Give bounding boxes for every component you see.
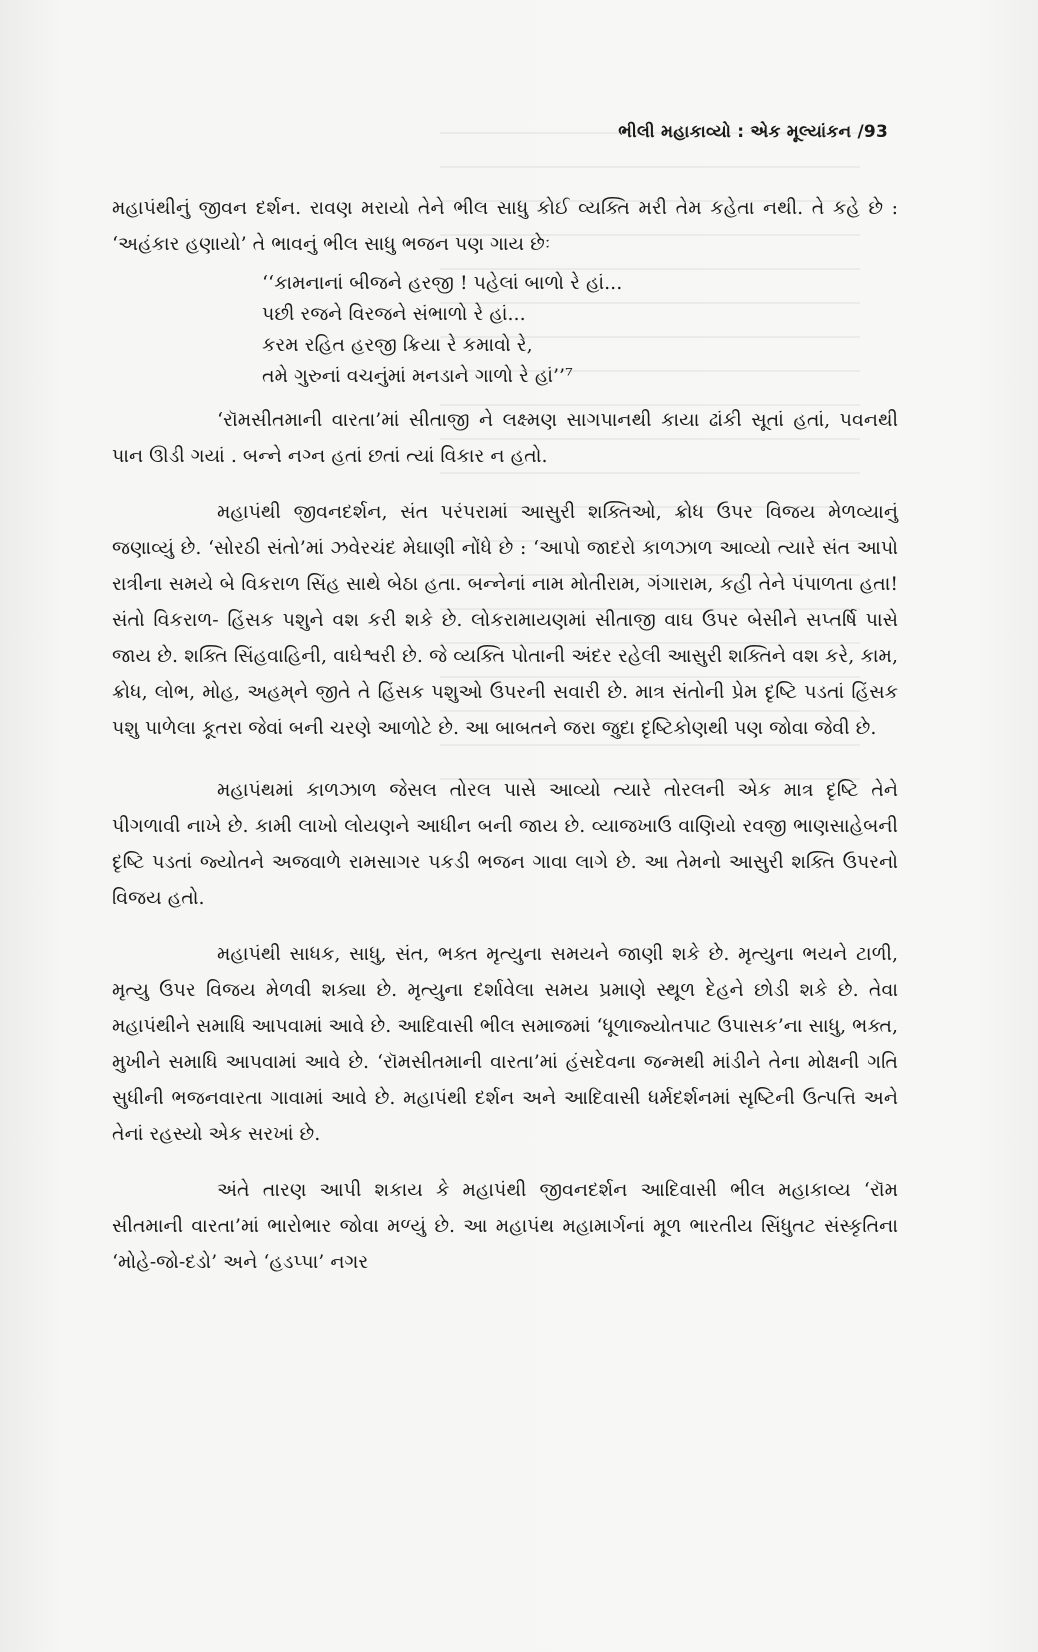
verse-line-4: તમે ગુરુનાં વચનુંમાં મનડાને ગાળો રે હાં’’⁷: [262, 365, 573, 387]
body-text: [112, 190, 898, 1280]
verse-line-3: કરમ રહિત હરજી ક્રિયા રે કમાવો રે,: [262, 334, 533, 356]
verse-line-2: પછી રજને વિરજને સંભાળો રે હાં...: [262, 303, 526, 325]
verse-block: [262, 268, 898, 392]
paragraph-6: અંતે તારણ આપી શકાય કે મહાપંથી જીવનદર્શન આદિવાસી ભીલ મહાકાવ્ય ‘રૉમ સીતમાની વારતા’માં ભારોભાર જોવા મળ્યું છે. આ મહાપંથ મહામાર્ગનાં મૂળ ભારતીય સિંધુતટ સંસ્કૃતિના ‘મોહે-જો-દડો’ અને ‘હડપ્પા’ નગર: [112, 1179, 898, 1273]
running-head: ભીલી મહાકાવ્યો : એક મૂલ્યાંકન /93: [618, 122, 888, 142]
paragraph-2: ‘રૉમસીતમાની વારતા’માં સીતાજી ને લક્ષ્મણ સાગપાનથી કાયા ઢાંકી સૂતાં હતાં, પવનથી પાન ઊડી ગયાં . બન્ને નગ્ન હતાં છતાં ત્યાં વિકાર ન હતો.: [112, 409, 898, 467]
paragraph-4: મહાપંથમાં કાળઝાળ જેસલ તોરલ પાસે આવ્યો ત્યારે તોરલની એક માત્ર દૃષ્ટિ તેને પીગળાવી નાખે છે. કામી લાખો લોયણને આધીન બની જાય છે. વ્યાજખાઉ વાણિયો રવજી ભાણસાહેબની દૃષ્ટિ પડતાં જ્યોતને અજવાળે રામસાગર પકડી ભજન ગાવા લાગે છે. આ તેમનો આસુરી શક્તિ ઉપરનો વિજય હતો.: [112, 779, 898, 909]
paragraph-5: મહાપંથી સાધક, સાધુ, સંત, ભક્ત મૃત્યુના સમયને જાણી શકે છે. મૃત્યુના ભયને ટાળી, મૃત્યુ ઉપર વિજય મેળવી શક્યા છે. મૃત્યુના દર્શાવેલા સમય પ્રમાણે સ્થૂળ દેહને છોડી શકે છે. તેવા મહાપંથીને સમાધિ આપવામાં આવે છે. આદિવાસી ભીલ સમાજમાં ‘ધૂળાજ્યોતપાટ ઉપાસક’ના સાધુ, ભક્ત, મુખીને સમાધિ આપવામાં આવે છે. ‘રૉમસીતમાની વારતા’માં હંસદેવના જન્મથી માંડીને તેના મોક્ષની ગતિ સુધીની ભજનવારતા ગાવામાં આવે છે. મહાપંથી દર્શન અને આદિવાસી ધર્મદર્શનમાં સૃષ્ટિની ઉત્પત્તિ અને તેનાં રહસ્યો એક સરખાં છે.: [112, 943, 898, 1145]
verse-line-1: ‘‘કામનાનાં બીજને હરજી ! પહેલાં બાળો રે હાં...: [262, 272, 623, 294]
paragraph-3: મહાપંથી જીવનદર્શન, સંત પરંપરામાં આસુરી શક્તિઓ, ક્રોધ ઉપર વિજય મેળવ્યાનું જણાવ્યું છે. ‘સોરઠી સંતો’માં ઝવેરચંદ મેઘાણી નોંધે છે : ‘આપો જાદરો કાળઝાળ આવ્યો ત્યારે સંત આપો રાત્રીના સમયે બે વિકરાળ સિંહ સાથે બેઠા હતા. બન્નેનાં નામ મોતીરામ, ગંગારામ, કહી તેને પંપાળતા હતા! સંતો વિકરાળ- હિંસક પશુને વશ કરી શકે છે. લોકરામાયણમાં સીતાજી વાઘ ઉપર બેસીને સપ્તર્ષિ પાસે જાય છે. શક્તિ સિંહવાહિની, વાઘેશ્વરી છે. જે વ્યક્તિ પોતાની અંદર રહેલી આસુરી શક્તિને વશ કરે, કામ, ક્રોધ, લોભ, મોહ, અહમ્‌ને જીતે તે હિંસક પશુઓ ઉપરની સવારી છે. માત્ર સંતોની પ્રેમ દૃષ્ટિ પડતાં હિંસક પશુ પાળેલા કૂતરા જેવાં બની ચરણે આળોટે છે. આ બાબતને જરા જુદા દૃષ્ટિકોણથી પણ જોવા જેવી છે.: [112, 501, 898, 739]
paragraph-1: મહાપંથીનું જીવન દર્શન. રાવણ મરાયો તેને ભીલ સાધુ કોઈ વ્યક્તિ મરી તેમ કહેતા નથી. તે કહે છે : ‘અહંકાર હણાયો’ તે ભાવનું ભીલ સાધુ ભજન પણ ગાય છેઃ: [112, 197, 898, 255]
